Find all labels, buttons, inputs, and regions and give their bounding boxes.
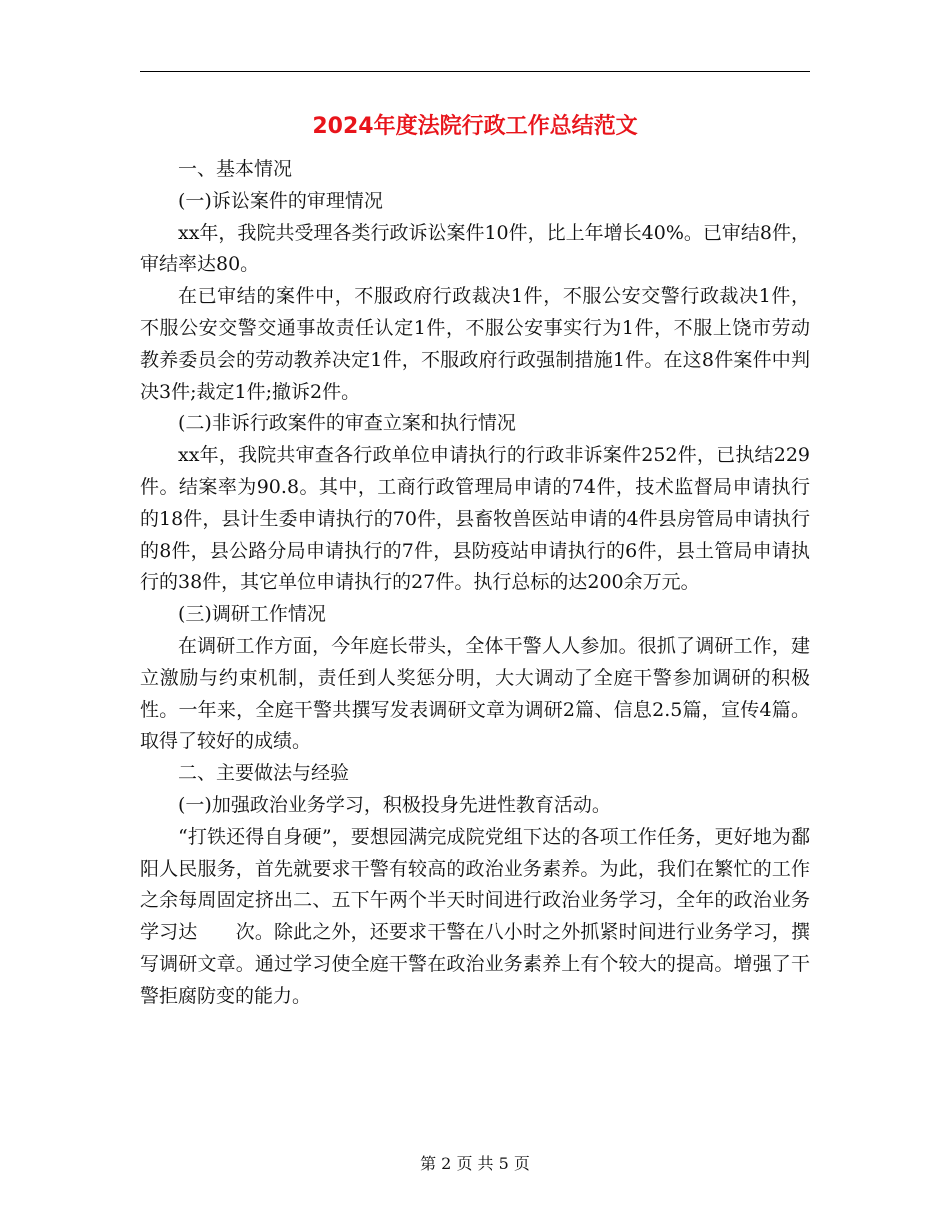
subsection-heading-political-study: (一)加强政治业务学习，积极投身先进性教育活动。: [178, 793, 611, 816]
document-body: [140, 154, 810, 1013]
page-number-footer: 第 2 页 共 5 页: [420, 1154, 530, 1173]
body-paragraph: 在调研工作方面，今年庭长带头，全体干警人人参加。很抓了调研工作，建立激励与约束机制，责任到人奖惩分明，大大调动了全庭干警参加调研的积极性。一年来，全庭干警共撰写发表调研文章为调研2篇、信息2.5篇，宣传4篇。取得了较好的成绩。: [140, 634, 810, 753]
body-paragraph: 在已审结的案件中，不服政府行政裁决1件，不服公安交警行政裁决1件，不服公安交警交通事故责任认定1件，不服公安事实行为1件，不服上饶市劳动教养委员会的劳动教养决定1件，不服政府行政强制措施1件。在这8件案件中判决3件;裁定1件;撤诉2件。: [140, 285, 810, 403]
body-paragraph: xx年，我院共审查各行政单位申请执行的行政非诉案件252件，已执结229件。结案率为90.8。其中，工商行政管理局申请的74件，技术监督局申请执行的18件，县计生委申请执行的70件，县畜牧兽医站申请的4件县房管局申请执行的8件，县公路分局申请执行的7件，县防疫站申请执行的6件，县土管局申请执行的38件，其它单位申请执行的27件。执行总标的达200余万元。: [140, 444, 810, 594]
body-paragraph: “打铁还得自身硬”，要想园满完成院党组下达的各项工作任务，更好地为鄱阳人民服务，首先就要求干警有较高的政治业务素养。为此，我们在繁忙的工作之余每周固定挤出二、五下午两个半天时间进行政治业务学习，全年的政治业务学习达 次。除此之外，还要求干警在八小时之外抓紧时间进行业务学习，撰写调研文章。通过学习使全庭干警在政治业务素养上有个较大的提高。增强了干警拒腐防变的能力。: [140, 825, 810, 1007]
subsection-heading-litigation-cases: (一)诉讼案件的审理情况: [178, 189, 383, 212]
subsection-heading-non-litigation-cases: (二)非诉行政案件的审查立案和执行情况: [178, 412, 516, 435]
document-title: 2024年度法院行政工作总结范文: [312, 114, 638, 139]
header-rule: [140, 71, 810, 72]
body-paragraph: xx年，我院共受理各类行政诉讼案件10件，比上年增长40%。已审结8件，审结率达80。: [140, 221, 810, 276]
section-heading-basic-situation: 一、基本情况: [178, 158, 293, 180]
section-heading-main-practices: 二、主要做法与经验: [178, 762, 350, 785]
subsection-heading-research-work: (三)调研工作情况: [178, 603, 326, 626]
